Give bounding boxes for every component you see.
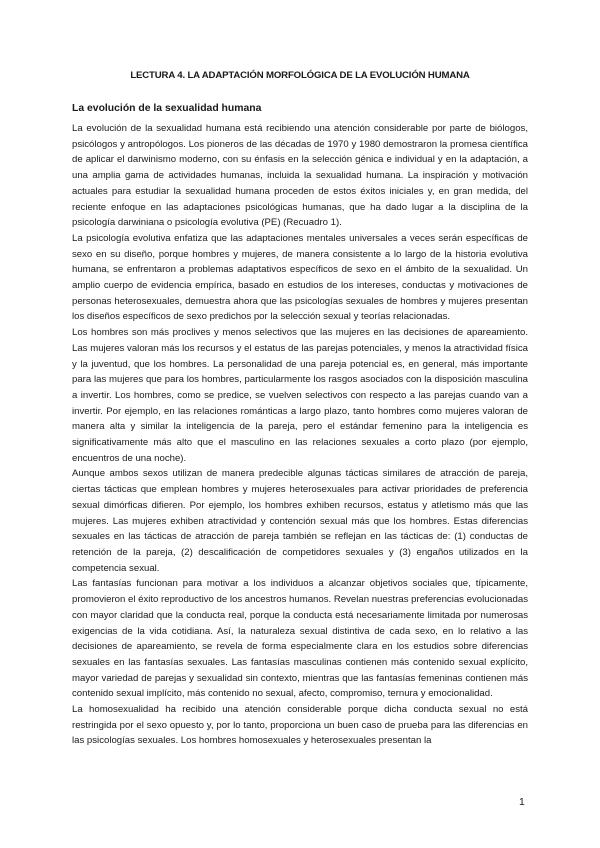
paragraph: La psicología evolutiva enfatiza que las adaptaciones mentales universales a veces serán específicas de sexo en su diseño, porque hombres y mujeres, de manera consistente a lo largo de la historia evolutiva humana, se enfrentaron a problemas adaptativos específicos de sexo en el ámbito de la sexualidad. Un amplio cuerpo de evidencia empírica, basado en estudios de los intereses, conductas y motivaciones de personas heterosexuales, demuestra ahora que las psicologías sexuales de hombres y mujeres presentan los diseños específicos de sexo predichos por la selección sexual y teorías relacionadas. bbox=[72, 232, 528, 323]
paragraph: Los hombres son más proclives y menos selectivos que las mujeres en las decisiones de apareamiento. Las mujeres valoran más los recursos y el estatus de las parejas potenciales, y menos la atractividad física y la juventud, que los hombres. La personalidad de una pareja potencial es, en general, más importante para las mujeres que para los hombres, particularmente los rasgos asociados con la disposición masculina a invertir. Los hombres, como se predice, se vuelven selectivos con respecto a las parejas cuando van a invertir. Por ejemplo, en las relaciones románticas a largo plazo, tanto hombres como mujeres valoran de manera alta y similar la inteligencia de la pareja, pero el estándar femenino para la inteligencia es significativamente más alto que el masculino en las relaciones sexuales a corto plazo (por ejemplo, encuentros de una noche). bbox=[72, 327, 528, 464]
body-text bbox=[72, 121, 528, 749]
paragraph: Las fantasías funcionan para motivar a los individuos a alcanzar objetivos sociales que, típicamente, promovieron el éxito reproductivo de los ancestros humanos. Revelan nuestras preferencias evolucionadas con mayor claridad que la conducta real, porque la conducta está necesariamente limitada por numerosas exigencias de la vida cotidiana. Así, la naturaleza sexual distintiva de cada sexo, en lo relativo a las decisiones de apareamiento, se revela de forma especialmente clara en los estudios sobre diferencias sexuales en las fantasías sexuales. Las fantasías masculinas contienen más contenido sexual explícito, mayor variedad de parejas y sexualidad sin contexto, mientras que las fantasías femeninas contienen más contenido sexual implícito, más contenido no sexual, afecto, compromiso, ternura y emocionalidad. bbox=[72, 578, 528, 700]
paragraph: Aunque ambos sexos utilizan de manera predecible algunas tácticas similares de atracción de pareja, ciertas tácticas que emplean hombres y mujeres heterosexuales para activar prioridades de preferencia sexual dimórficas difieren. Por ejemplo, los hombres exhiben recursos, estatus y atletismo más que las mujeres. Las mujeres exhiben atractividad y contención sexual más que los hombres. Estas diferencias sexuales en las tácticas de atracción de pareja también se reflejan en las tácticas de: (1) conductas de retención de la pareja, (2) descalificación de competidores sexuales y (3) engaños utilizados en la competencia sexual. bbox=[72, 468, 528, 574]
document-title: LECTURA 4. LA ADAPTACIÓN MORFOLÓGICA DE LA EVOLUCIÓN HUMANA bbox=[130, 70, 470, 81]
paragraph: La evolución de la sexualidad humana está recibiendo una atención considerable por parte de biólogos, psicólogos y antropólogos. Los pioneros de las décadas de 1970 y 1980 demostraron la promesa científica de aplicar el darwinismo moderno, con su énfasis en la selección génica e individual y en la adaptación, a una amplia gama de actividades humanas, incluida la sexualidad humana. La inspiración y motivación actuales para estudiar la sexualidad humana proceden de estos éxitos iniciales y, en gran medida, del reciente enfoque en las adaptaciones psicológicas humanas, que ha dado lugar a la disciplina de la psicología darwiniana o psicología evolutiva (PE) (Recuadro 1). bbox=[72, 123, 528, 229]
page-number: 1 bbox=[519, 797, 525, 808]
section-heading: La evolución de la sexualidad humana bbox=[72, 103, 262, 114]
paragraph: La homosexualidad ha recibido una atención considerable porque dicha conducta sexual no está restringida por el sexo opuesto y, por lo tanto, proporciona un buen caso de prueba para las diferencias en las psicologías sexuales. Los hombres homosexuales y heterosexuales presentan la bbox=[72, 704, 528, 747]
